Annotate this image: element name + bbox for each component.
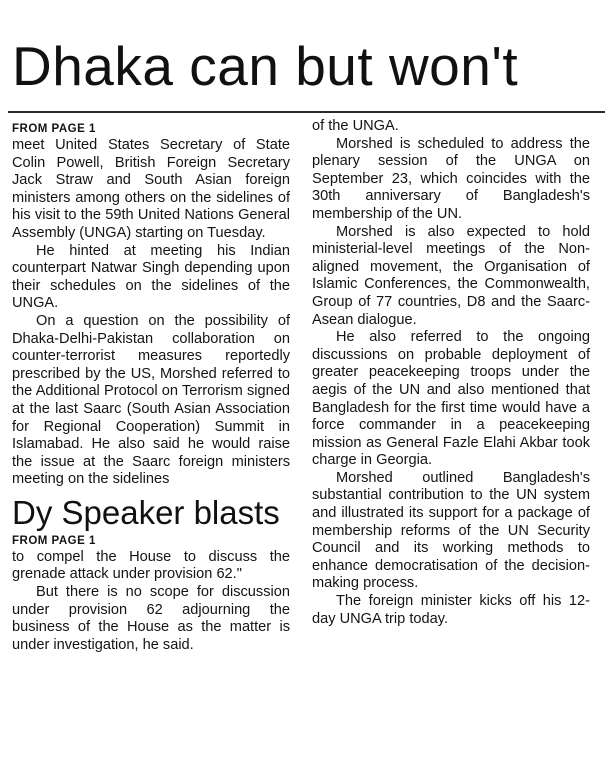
right-column	[312, 118, 590, 628]
paragraph: He also referred to the ongoing discussions on probable deployment of greater peacekeeping troops under the aegis of the UN and also mentioned that Bangladesh for the first time would have a force commander in a peacekeeping mission as General Fazle Elahi Akbar took charge in Georgia.	[312, 329, 590, 469]
paragraph: But there is no scope for discussion under provision 62 adjourning the business of the House as the matter is under investigation, he said.	[12, 584, 290, 653]
paragraph: Morshed outlined Bangladesh's substantial contribution to the UN system and illustrated its support for a package of membership reforms of the UN Security Council and its working methods to enhance democratisation of the decision-making process.	[312, 469, 590, 592]
paragraph: He hinted at meeting his Indian counterpart Natwar Singh depending upon their schedules on the sidelines of the UNGA.	[12, 242, 290, 312]
paragraph: Morshed is scheduled to address the plenary session of the UNGA on September 23, which coincides with the 30th anniversary of Bangladesh's membership of the UN.	[312, 135, 590, 222]
paragraph: meet United States Secretary of State Colin Powell, British Foreign Secretary Jack Straw and South Asian foreign ministers among others on the sidelines of his visit to the 59th United Nations General Assembly (UNGA) starting on Tuesday.	[12, 137, 290, 241]
left-column	[12, 118, 290, 778]
second-article-headline: Dy Speaker blasts	[12, 493, 280, 531]
paragraph: of the UNGA.	[312, 118, 399, 134]
continued-label: FROM PAGE 1	[12, 123, 96, 135]
paragraph: On a question on the possibility of Dhaka-Delhi-Pakistan collaboration on counter-terrorist measures reportedly prescribed by the US, Morshed referred to the Additional Protocol on Terrorism signed at the last Saarc (South Asian Association for Regional Cooperation) Summit in Islamabad. He also said he would raise the issue at the Saarc foreign ministers meeting on the sidelines	[12, 312, 290, 488]
paragraph: Morshed is also expected to hold ministerial-level meetings of the Non-aligned movement, the Organisation of Islamic Conferences, the Commonwealth, Group of 77 countries, D8 and the Saarc-Asean dialogue.	[312, 223, 590, 328]
paragraph: to compel the House to discuss the grenade attack under provision 62."	[12, 548, 290, 583]
article-headline: Dhaka can but won't	[12, 35, 519, 97]
headline-rule	[8, 111, 605, 113]
paragraph: The foreign minister kicks off his 12-day UNGA trip today.	[312, 593, 590, 627]
second-continued-label: FROM PAGE 1	[12, 534, 96, 547]
